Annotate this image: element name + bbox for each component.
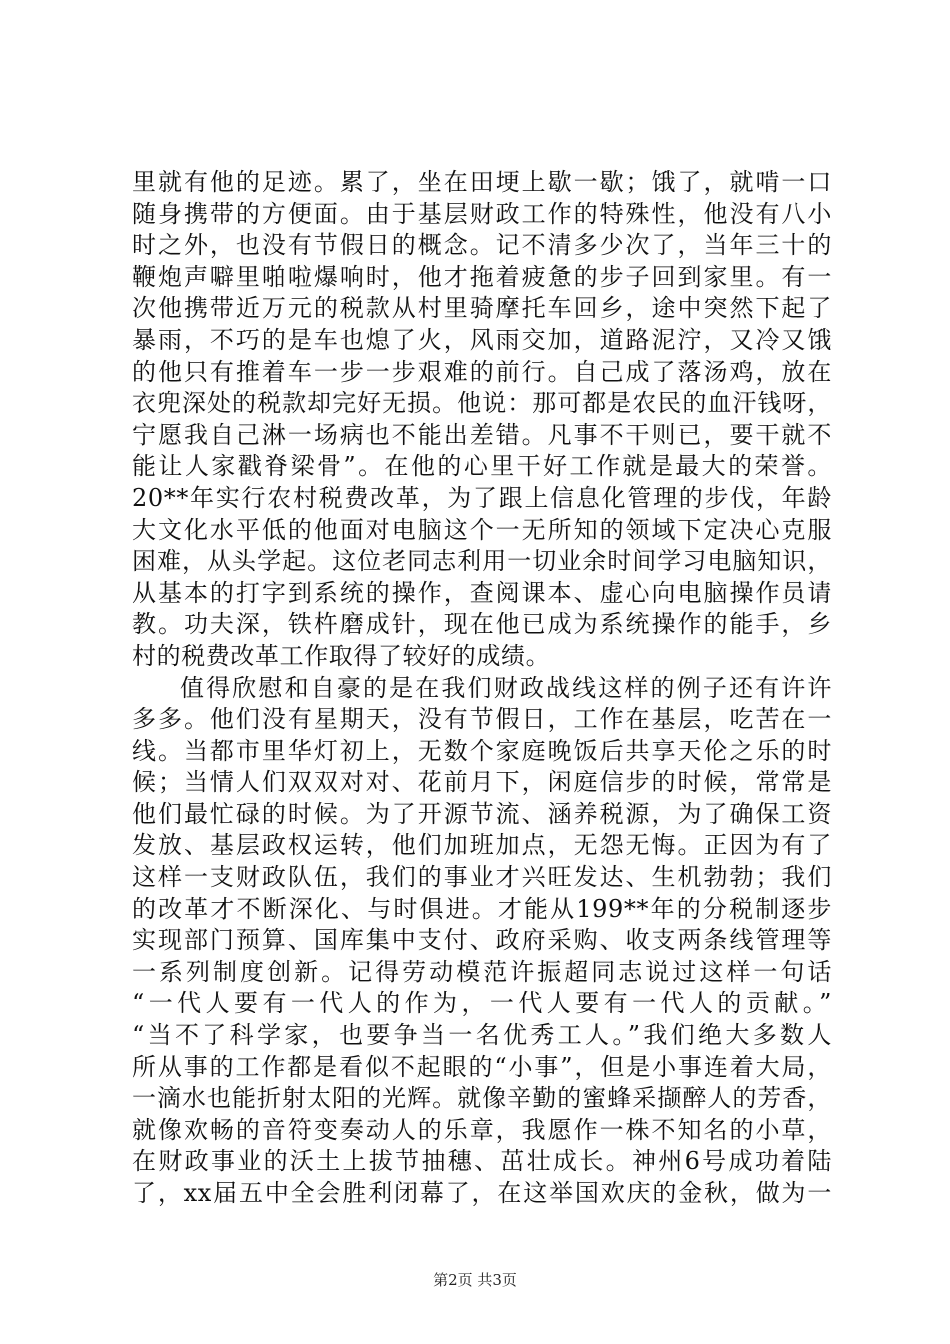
text-line: 次他携带近万元的税款从村里骑摩托车回乡，途中突然下起了 [132,294,832,323]
text-line: “当不了科学家，也要争当一名优秀工人。”我们绝大多数人 [132,1021,832,1050]
text-line: 发放、基层政权运转，他们加班加点，无怨无悔。正因为有了 [132,831,832,860]
text-line: 从基本的打字到系统的操作，查阅课本、虚心向电脑操作员请 [132,578,832,607]
text-line: 一系列制度创新。记得劳动模范许振超同志说过这样一句话 [132,957,832,986]
text-line: 所从事的工作都是看似不起眼的“小事”，但是小事连着大局， [132,1052,832,1081]
text-line: 暴雨，不巧的是车也熄了火，风雨交加，道路泥泞，又冷又饿 [132,325,832,354]
text-line: 的他只有推着车一步一步艰难的前行。自己成了落汤鸡，放在 [132,357,832,386]
text-line: 在财政事业的沃土上拔节抽穗、茁壮成长。神州6号成功着陆 [132,1147,832,1176]
text-line: 鞭炮声噼里啪啦爆响时，他才拖着疲惫的步子回到家里。有一 [132,262,832,291]
text-line: 他们最忙碌的时候。为了开源节流、涵养税源，为了确保工资 [132,799,832,828]
text-line: 大文化水平低的他面对电脑这个一无所知的领域下定决心克服 [132,515,832,544]
text-line: 能让人家戳脊梁骨”。在他的心里干好工作就是最大的荣誉。 [132,452,832,481]
text-line: 多多。他们没有星期天，没有节假日，工作在基层，吃苦在一 [132,705,832,734]
text-line: 里就有他的足迹。累了，坐在田埂上歇一歇；饿了，就啃一口 [132,168,832,196]
text-line: 随身携带的方便面。由于基层财政工作的特殊性，他没有八小 [132,199,832,228]
text-line: “一代人要有一代人的作为，一代人要有一代人的贡献。” [132,989,832,1018]
text-line: 教。功夫深，铁杵磨成针，现在他已成为系统操作的能手，乡 [132,610,832,639]
text-line: 的改革才不断深化、与时俱进。才能从199**年的分税制逐步 [132,894,832,923]
text-line: 时之外，也没有节假日的概念。记不清多少次了，当年三十的 [132,231,832,260]
text-line: 一滴水也能折射太阳的光辉。就像辛勤的蜜蜂采撷醉人的芳香， [132,1084,832,1113]
document-body [132,167,832,1210]
page-number-footer: 第2页 共3页 [433,1271,517,1289]
text-line: 了，xx届五中全会胜利闭幕了，在这举国欢庆的金秋，做为一 [132,1179,832,1207]
text-line: 就像欢畅的音符变奏动人的乐章，我愿作一株不知名的小草， [132,1115,832,1144]
text-line-paragraph-start: 值得欣慰和自豪的是在我们财政战线这样的例子还有许许 [180,673,832,702]
text-line-paragraph-end: 村的税费改革工作取得了较好的成绩。 [132,641,551,670]
text-line: 宁愿我自己淋一场病也不能出差错。凡事不干则已，要干就不 [132,420,832,449]
text-line: 实现部门预算、国库集中支付、政府采购、收支两条线管理等 [132,926,832,955]
text-line: 线。当都市里华灯初上，无数个家庭晚饭后共享天伦之乐的时 [132,736,832,765]
text-line: 候；当情人们双双对对、花前月下，闲庭信步的时候，常常是 [132,768,832,797]
text-line: 困难，从头学起。这位老同志利用一切业余时间学习电脑知识， [132,547,832,576]
text-line: 20**年实行农村税费改革，为了跟上信息化管理的步伐，年龄 [132,483,832,512]
text-line: 衣兜深处的税款却完好无损。他说：那可都是农民的血汗钱呀， [132,389,832,418]
text-line: 这样一支财政队伍，我们的事业才兴旺发达、生机勃勃；我们 [132,863,832,892]
